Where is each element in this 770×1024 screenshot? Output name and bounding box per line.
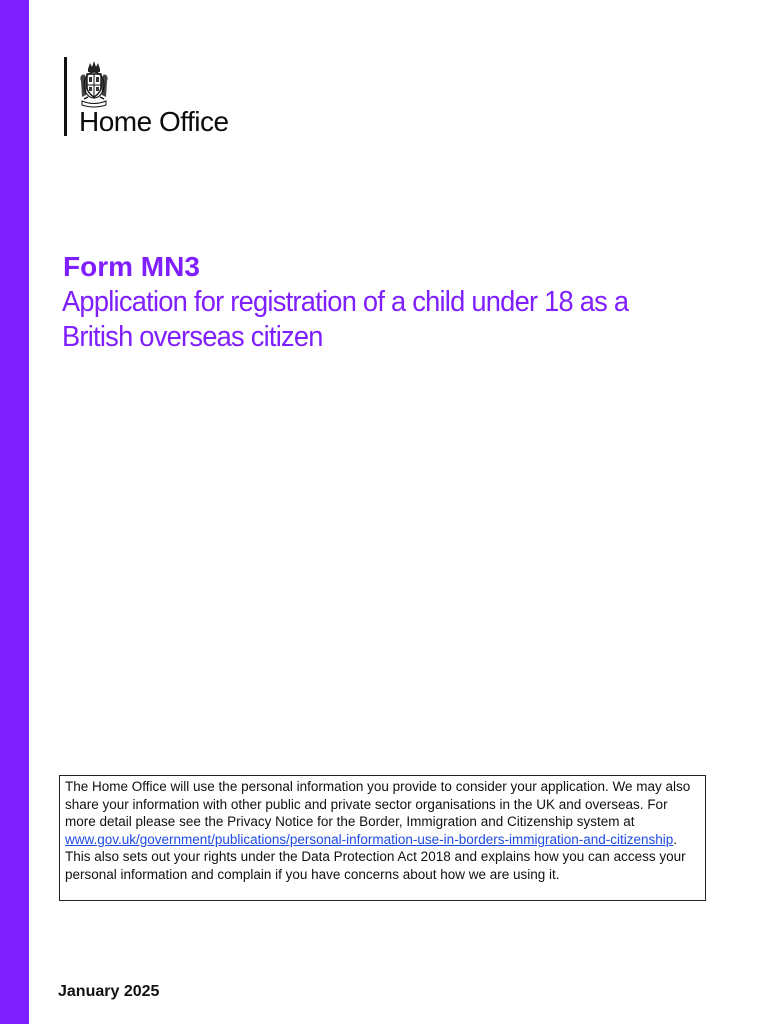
logo-divider bbox=[64, 57, 67, 136]
privacy-text-rights: . This also sets out your rights under the Data Protection Act 2018 and explains how you can access your personal information and complain if you have concerns about how we are using it. bbox=[65, 831, 686, 882]
privacy-notice-link[interactable]: www.gov.uk/government/publications/personal-information-use-in-borders-immigration-and-citizenship bbox=[65, 831, 674, 847]
form-title: Application for registration of a child under 18 as a British overseas citizen bbox=[62, 286, 629, 353]
privacy-text-intro: The Home Office will use the personal information you provide to consider your application. We may also share your information with other public and private sector organisations in the UK and overseas. For more detail please see the Privacy Notice for the Border, Immigration and Citizenship system at bbox=[65, 779, 691, 830]
home-office-logo bbox=[64, 57, 284, 137]
royal-coat-of-arms-icon bbox=[78, 59, 110, 109]
brand-side-bar bbox=[0, 0, 29, 1024]
publication-date: January 2025 bbox=[58, 983, 160, 1000]
privacy-notice-box bbox=[59, 775, 706, 901]
department-name: Home Office bbox=[79, 106, 229, 137]
form-code: Form MN3 bbox=[63, 251, 200, 282]
